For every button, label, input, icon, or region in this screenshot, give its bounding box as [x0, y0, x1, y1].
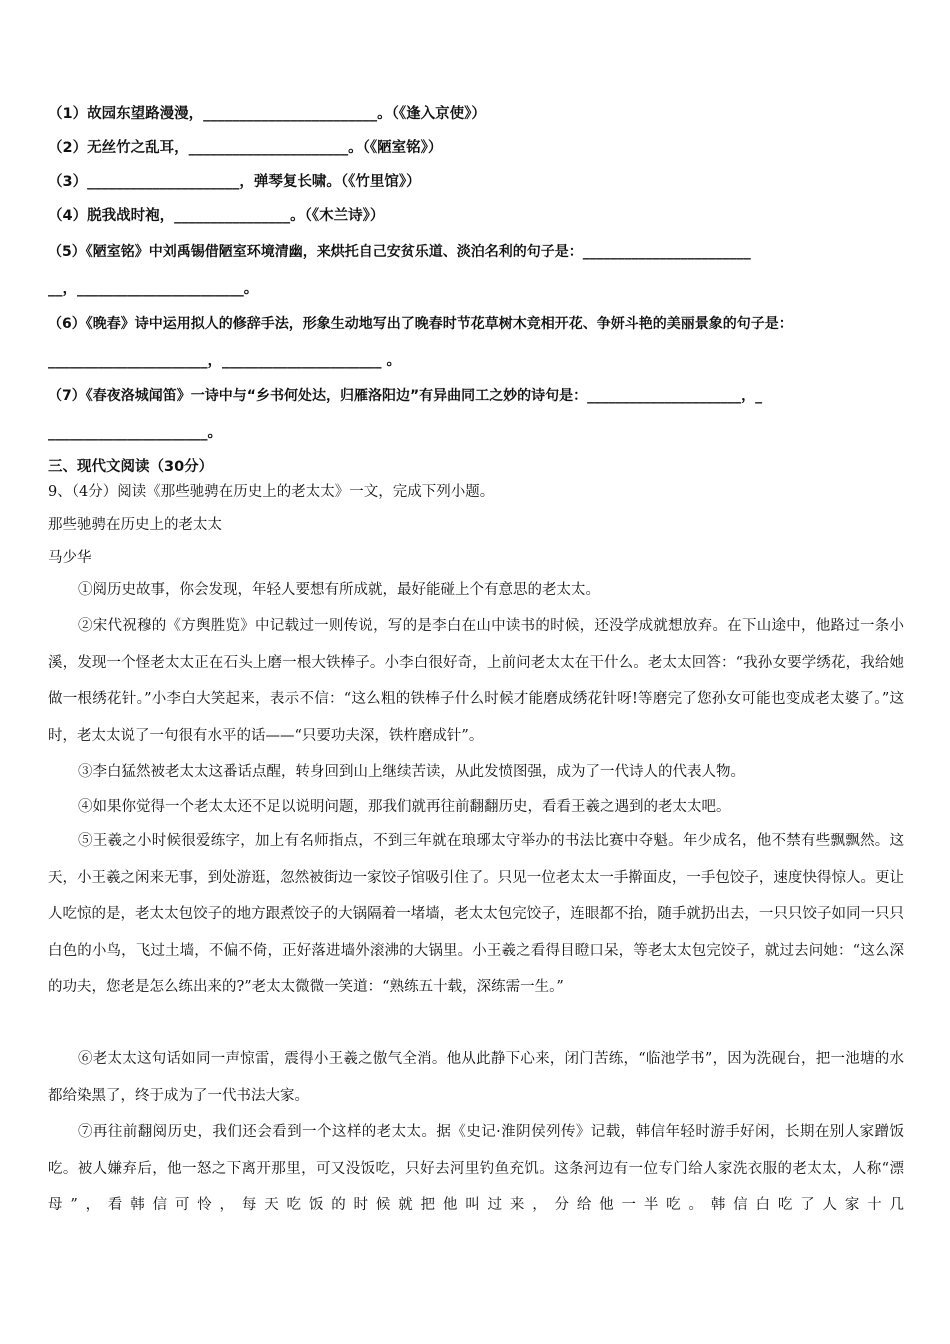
fill-in-q7-line1: （7）《春夜洛城闻笛》一诗中与“乡书何处达，归雁洛阳边”有异曲同工之妙的诗句是：______________________，_ — [48, 388, 763, 404]
fill-in-q1: （1）故园东望路漫漫，________________________。（《逢入京使》） — [48, 106, 486, 122]
article-paragraph-7: ⑦再往前翻阅历史，我们还会看到一个这样的老太太。据《史记·淮阴侯列传》记载，韩信年轻时游手好闲，长期在别人家蹭饭吃。被人嫌弃后，他一怒之下离开那里，可又没饭吃，只好去河里钓鱼充饥。这条河边有一位专门给人家洗衣服的老太太，人称“漂母”，看韩信可怜，每天吃饭的时候就把他叫过来，分给他一半吃。韩信白吃了人家十几 — [48, 1124, 904, 1213]
section-heading: 三、现代文阅读（30分） — [48, 459, 214, 475]
article-paragraph-3: ③李白猛然被老太太这番话点醒，转身回到山上继续苦读，从此发愤图强，成为了一代诗人的代表人物。 — [78, 764, 745, 780]
article-paragraph-2: ②宋代祝穆的《方舆胜览》中记载过一则传说，写的是李白在山中读书的时候，还没学成就想放弃。在下山途中，他路过一条小溪，发现一个怪老太太正在石头上磨一根大铁棒子。小李白很好奇，上前问老太太在干什么。老太太回答：“我孙女要学绣花，我给她做一根绣花针。”小李白大笑起来，表示不信：“这么粗的铁棒子什么时候才能磨成绣花针呀!等磨完了您孙女可能也变成老太婆了。”这时，老太太说了一句很有水平的话——“只要功夫深，铁杵磨成针”。 — [48, 618, 904, 744]
question-prompt: 9、（4分）阅读《那些驰骋在历史上的老太太》一文，完成下列小题。 — [48, 484, 495, 500]
fill-in-q6-line2: ______________________，______________________ 。 — [48, 353, 402, 369]
fill-in-q2: （2）无丝竹之乱耳，______________________。（《陋室铭》） — [48, 140, 443, 156]
article-paragraph-5: ⑤王羲之小时候很爱练字，加上有名师指点，不到三年就在琅琊太守举办的书法比赛中夺魁。年少成名，他不禁有些飘飘然。这天，小王羲之闲来无事，到处游逛，忽然被街边一家饺子馆吸引住了。只见一位老太太一手擀面皮，一手包饺子，速度快得惊人。更让人吃惊的是，老太太包饺子的地方跟煮饺子的大锅隔着一堵墙，老太太包完饺子，连眼都不抬，随手就扔出去，一只只饺子如同一只只白色的小鸟，飞过土墙，不偏不倚，正好落进墙外滚沸的大锅里。小王羲之看得目瞪口呆，等老太太包完饺子，就过去问她：“这么深的功夫，您老是怎么练出来的?”老太太微微一笑道：“熟练五十载，深练需一生。” — [48, 833, 904, 995]
article-title: 那些驰骋在历史上的老太太 — [48, 517, 222, 533]
fill-in-q5-line2: __，_______________________。 — [48, 281, 259, 297]
fill-in-q3: （3）_____________________，弹琴复长啸。（《竹里馆》） — [48, 174, 421, 190]
article-paragraph-1: ①阅历史故事，你会发现，年轻人要想有所成就，最好能碰上个有意思的老太太。 — [78, 582, 600, 598]
fill-in-q5-line1: （5）《陋室铭》中刘禹锡借陋室环境清幽，来烘托自己安贫乐道、淡泊名利的句子是：________________________ — [48, 244, 751, 260]
fill-in-q6-line1: （6）《晚春》诗中运用拟人的修辞手法，形象生动地写出了晚春时节花草树木竞相开花、争妍斗艳的美丽景象的句子是： — [48, 316, 793, 332]
fill-in-q7-line2: ______________________。 — [48, 425, 222, 441]
fill-in-q4: （4）脱我战时袍，________________。（《木兰诗》） — [48, 208, 385, 224]
article-author: 马少华 — [48, 550, 92, 566]
article-paragraph-6: ⑥老太太这句话如同一声惊雷，震得小王羲之傲气全消。他从此静下心来，闭门苦练，“临池学书”，因为洗砚台，把一池塘的水都给染黑了，终于成为了一代书法大家。 — [48, 1051, 904, 1104]
article-paragraph-4: ④如果你觉得一个老太太还不足以说明问题，那我们就再往前翻翻历史，看看王羲之遇到的老太太吧。 — [78, 799, 731, 815]
